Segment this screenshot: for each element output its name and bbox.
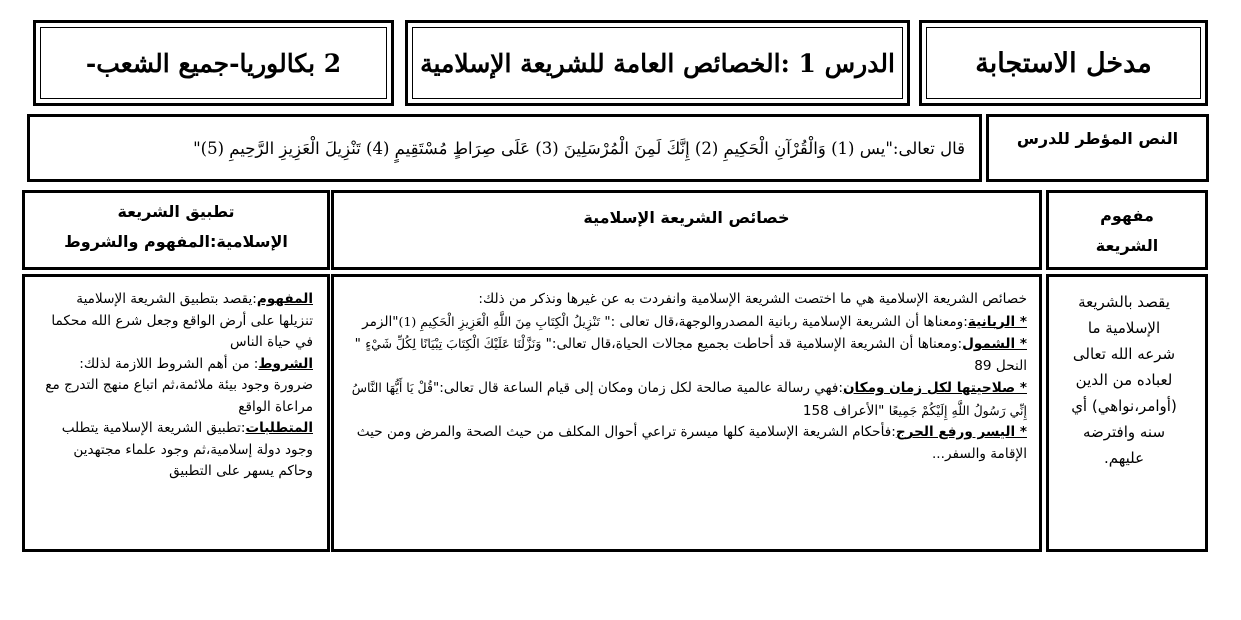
level-title: 2 بكالوريا-جميع الشعب- <box>85 48 342 78</box>
rabbaniya-verse: تَنْزِيلُ الْكِتَابِ مِنَ اللَّهِ الْعَزِيزِ الْحَكِيمِ (1) <box>398 313 600 329</box>
salahiya-term: * صلاحيتها لكل زمان ومكان <box>842 380 1027 396</box>
application-concept <box>39 289 313 354</box>
application-requirements-text: :تطبيق الشريعة الإسلامية يتطلب وجود دولة إسلامية،ثم وجود علماء مجتهدين وحاكم يسهر على التطبيق <box>61 420 313 479</box>
application-conditions <box>39 354 313 419</box>
yusr-text: :فأحكام الشريعة الإسلامية كلها ميسرة تراعي أحوال المكلف من حيث الصحة والمرض ومن حيث الإقامة والسفر... <box>356 424 1027 462</box>
opening-title: مدخل الاستجابة <box>975 47 1152 79</box>
feature-rabbaniya <box>344 311 1027 334</box>
salahiya-verse: قُلْ يَا أَيُّهَا النَّاسُ إِنِّي رَسُولُ اللَّهِ إِلَيْكُمْ جَمِيعًا <box>351 380 1027 418</box>
shumul-verse: وَنَزَّلْنَا عَلَيْكَ الْكِتَابَ تِبْيَانًا لِكُلِّ شَيْءٍ <box>365 336 542 351</box>
application-requirements <box>39 418 313 483</box>
application-conditions-text: : من أهم الشروط اللازمة لذلك: ضرورة وجود بيئة ملائمة،ثم اتباع منهج التدرج مع مراعاة الواقع <box>45 355 313 415</box>
application-concept-term: المفهوم <box>256 291 313 307</box>
application-content <box>25 277 327 483</box>
opening-header-box <box>919 20 1208 106</box>
framing-label-box <box>986 114 1209 182</box>
features-content-box <box>331 274 1042 552</box>
application-content-box <box>22 274 330 552</box>
application-requirements-term: المتطلبات <box>245 420 313 436</box>
application-title: تطبيق الشريعة الإسلامية:المفهوم والشروط <box>64 202 288 251</box>
concept-text: يقصد بالشريعة الإسلامية ما شرعه الله تعالى لعباده من الدين (أوامر،نواهي) أي سنه وافترضه عليهم. <box>1071 293 1177 467</box>
rabbaniya-term: * الربانية <box>967 313 1027 330</box>
feature-yusr <box>344 422 1027 465</box>
concept-title-box <box>1046 190 1208 270</box>
salahiya-text: :فهي رسالة عالمية صالحة لكل زمان ومكان إلى قيام الساعة قال تعالى:" <box>432 380 843 396</box>
concept-content-box <box>1046 274 1208 552</box>
framing-verse-box <box>27 114 982 182</box>
shumul-ref: " النحل 89 <box>354 336 1027 374</box>
level-header-box <box>33 20 394 106</box>
application-concept-text: :يقصد بتطبيق الشريعة الإسلامية تنزيلها على أرض الواقع وجعل شرع الله محكما في حياة الناس <box>51 291 313 350</box>
salahiya-ref: "الأعراف 158 <box>802 402 889 419</box>
feature-salahiya <box>344 377 1027 422</box>
yusr-term: * اليسر ورفع الحرج <box>895 424 1027 440</box>
concept-title: مفهوم الشريعة <box>1095 206 1159 255</box>
lesson-title: الدرس 1 :الخصائص العامة للشريعة الإسلامية <box>420 48 895 78</box>
rabbaniya-ref: "الزمر <box>362 313 399 330</box>
features-title-box <box>331 190 1042 270</box>
rabbaniya-text: :ومعناها أن الشريعة الإسلامية ربانية المصدروالوجهة،قال تعالى :" <box>600 313 968 330</box>
features-intro: خصائص الشريعة الإسلامية هي ما اختصت الشريعة الإسلامية وانفردت به عن غيرها ونذكر من ذلك: <box>478 291 1027 307</box>
features-title: خصائص الشريعة الإسلامية <box>583 208 790 227</box>
lesson-header-box <box>405 20 910 106</box>
framing-label: النص المؤطر للدرس <box>1016 129 1179 148</box>
application-title-box <box>22 190 330 270</box>
application-conditions-term: الشروط <box>258 355 313 372</box>
features-content <box>334 277 1039 465</box>
shumul-text: :ومعناها أن الشريعة الإسلامية قد أحاطت بجميع مجالات الحياة،قال تعالى:" <box>541 336 963 352</box>
framing-verse: قال تعالى:"يس (1) وَالْقُرْآنِ الْحَكِيمِ (2) إِنَّكَ لَمِنَ الْمُرْسَلِينَ (3) عَلَى صِرَاطٍ مُسْتَقِيمٍ (4) تَنْزِيلَ الْعَزِيزِ الرَّحِيمِ (5)" <box>193 139 965 158</box>
shumul-term: * الشمول <box>962 336 1027 352</box>
feature-shumul <box>344 333 1027 377</box>
